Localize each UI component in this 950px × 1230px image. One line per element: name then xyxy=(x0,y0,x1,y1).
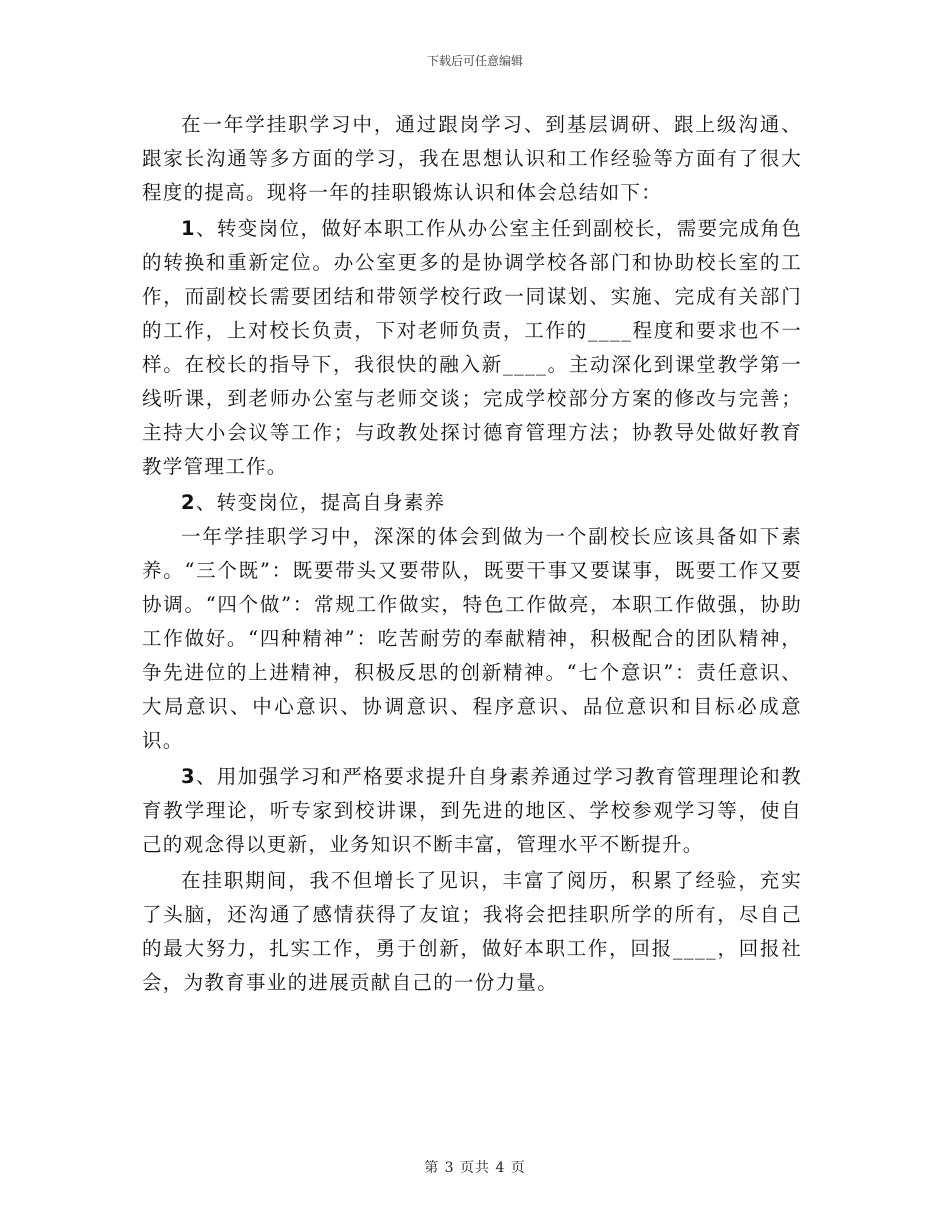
item-2-number: 2 xyxy=(181,491,196,514)
intro-paragraph: 在一年学挂职学习中，通过跟岗学习、到基层调研、跟上级沟通、跟家长沟通等多方面的学习，我在思想认识和工作经验等方面有了很大程度的提高。现将一年的挂职锻炼认识和体会总结如下： xyxy=(142,113,802,204)
item-3-paragraph xyxy=(142,760,802,862)
item-3-text: 、用加强学习和严格要求提升自身素养通过学习教育管理理论和教育教学理论，听专家到校讲课，到先进的地区、学校参观学习等，使自己的观念得以更新，业务知识不断丰富，管理水平不断提升。 xyxy=(142,765,802,856)
page-header-watermark: 下载后可任意编辑 xyxy=(426,54,523,68)
page-number-footer: 第 3 页共 4 页 xyxy=(424,1160,526,1176)
item-1-number: 1 xyxy=(181,217,196,240)
item-2-paragraph: 一年学挂职学习中，深深的体会到做为一个副校长应该具备如下素养。“三个既”：既要带头又要带队，既要干事又要谋事，既要工作又要协调。“四个做”：常规工作做实，特色工作做亮，本职工作做强，协助工作做好。“四种精神”：吃苦耐劳的奉献精神，积极配合的团队精神，争先进位的上进精神，积极反思的创新精神。“七个意识”：责任意识、大局意识、中心意识、协调意识、程序意识、品位意识和目标必成意识。 xyxy=(142,525,802,752)
item-2-heading xyxy=(142,486,802,520)
item-1-paragraph xyxy=(142,212,802,484)
item-1-text: 、转变岗位，做好本职工作从办公室主任到副校长，需要完成角色的转换和重新定位。办公室更多的是协调学校各部门和协助校长室的工作，而副校长需要团结和带领学校行政一同谋划、实施、完成有关部门的工作，上对校长负责，下对老师负责，工作的____程度和要求也不一样。在校长的指导下，我很快的融入新____。主动深化到课堂教学第一线听课，到老师办公室与老师交谈；完成学校部分方案的修改与完善；主持大小会议等工作；与政教处探讨德育管理方法；协教导处做好教育教学管理工作。 xyxy=(142,217,802,478)
closing-paragraph: 在挂职期间，我不但增长了见识，丰富了阅历，积累了经验，充实了头脑，还沟通了感情获得了友谊；我将会把挂职所学的所有，尽自己的最大努力，扎实工作，勇于创新，做好本职工作，回报____，回报社会，为教育事业的进展贡献自己的一份力量。 xyxy=(142,869,802,994)
document-body xyxy=(142,108,802,1000)
item-3-number: 3 xyxy=(181,765,196,788)
item-2-heading-text: 、转变岗位，提高自身素养 xyxy=(195,491,446,514)
